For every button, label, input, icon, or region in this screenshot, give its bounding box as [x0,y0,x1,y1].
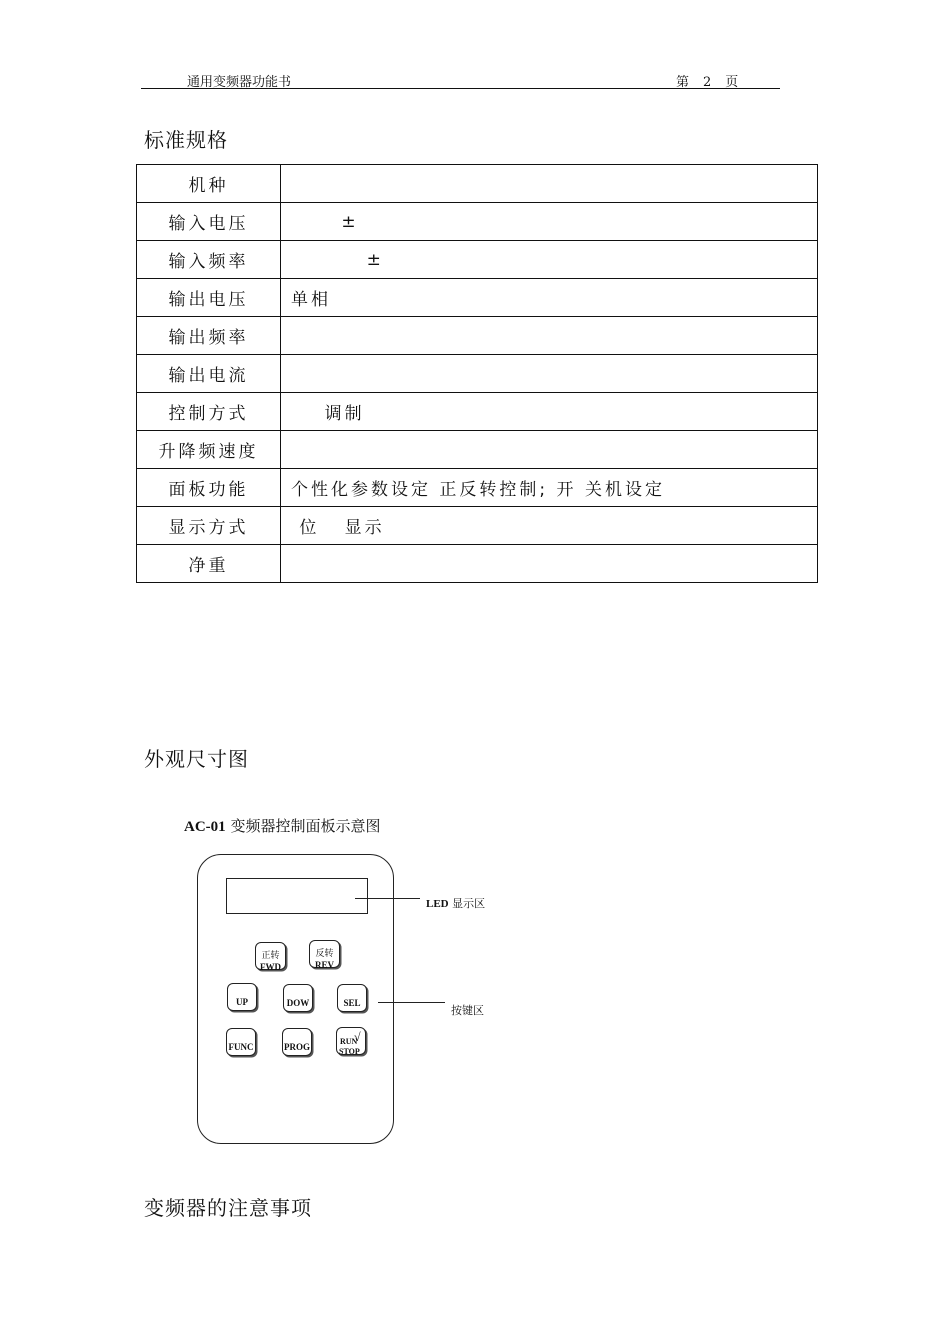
led-area-label-text: 显示区 [448,897,486,910]
up-key-label: UP [236,997,248,1007]
rev-key[interactable] [309,940,340,968]
func-key[interactable] [226,1028,256,1056]
keys-area-label: 按键区 [451,1004,484,1017]
spec-value [281,545,818,583]
page-number: 2 [703,75,712,90]
sel-key-label: SEL [343,998,361,1008]
led-area-label-bold: LED [426,898,449,910]
header-rule [141,88,780,89]
stop-label: STOP [339,1047,360,1056]
spec-label: 输入频率 [137,241,281,279]
spec-row [137,203,818,241]
keys-leader-line [378,1002,445,1003]
spec-value [281,165,818,203]
spec-value [281,355,818,393]
spec-label: 机种 [137,165,281,203]
led-leader-line [355,898,420,899]
fwd-key-en: FWD [260,962,281,972]
spec-label: 面板功能 [137,469,281,507]
spec-value: ± [281,241,818,279]
spec-label: 输出频率 [137,317,281,355]
spec-row [137,165,818,203]
check-icon: √ [354,1030,361,1044]
section-title-dimension: 外观尺寸图 [144,747,249,771]
figure-caption-model: AC-01 [184,819,226,835]
spec-value [281,317,818,355]
down-key[interactable] [283,984,313,1012]
spec-row [137,241,818,279]
spec-row [137,279,818,317]
spec-label: 升降频速度 [137,431,281,469]
fwd-key-cn: 正转 [261,951,280,961]
fwd-key[interactable] [255,942,286,970]
spec-row [137,355,818,393]
led-display-area [226,878,368,914]
spec-label: 输入电压 [137,203,281,241]
spec-label: 输出电流 [137,355,281,393]
spec-row [137,469,818,507]
spec-value: ± [281,203,818,241]
spec-value: 位 显示 [281,507,818,545]
spec-value: 个性化参数设定 正反转控制; 开 关机设定 [281,469,818,507]
spec-value [281,431,818,469]
section-title-notes: 变频器的注意事项 [144,1196,312,1220]
spec-row [137,431,818,469]
spec-row [137,317,818,355]
prog-key-label: PROG [284,1042,310,1052]
sel-key[interactable] [337,984,367,1012]
spec-row [137,393,818,431]
spec-row [137,507,818,545]
func-key-label: FUNC [228,1042,254,1052]
down-key-label: DOW [286,998,310,1008]
run-label: RUN [340,1037,358,1046]
page-prefix: 第 [676,75,690,90]
run-stop-key[interactable] [336,1027,366,1055]
up-key[interactable] [227,983,257,1011]
figure-caption-text: 变频器控制面板示意图 [225,817,381,835]
rev-key-cn: 反转 [315,949,334,959]
spec-label: 净重 [137,545,281,583]
spec-label: 输出电压 [137,279,281,317]
spec-value: 调制 [281,393,818,431]
spec-label: 控制方式 [137,393,281,431]
section-title-spec: 标准规格 [144,128,228,152]
spec-table [136,164,818,583]
figure-caption [184,815,380,836]
page-suffix: 页 [725,75,739,90]
led-area-label [426,895,485,911]
spec-value: 单相 [281,279,818,317]
header-doc-title: 通用变频器功能书 [187,75,292,90]
spec-row [137,545,818,583]
rev-key-en: REV [314,960,334,970]
prog-key[interactable] [282,1028,312,1056]
spec-label: 显示方式 [137,507,281,545]
